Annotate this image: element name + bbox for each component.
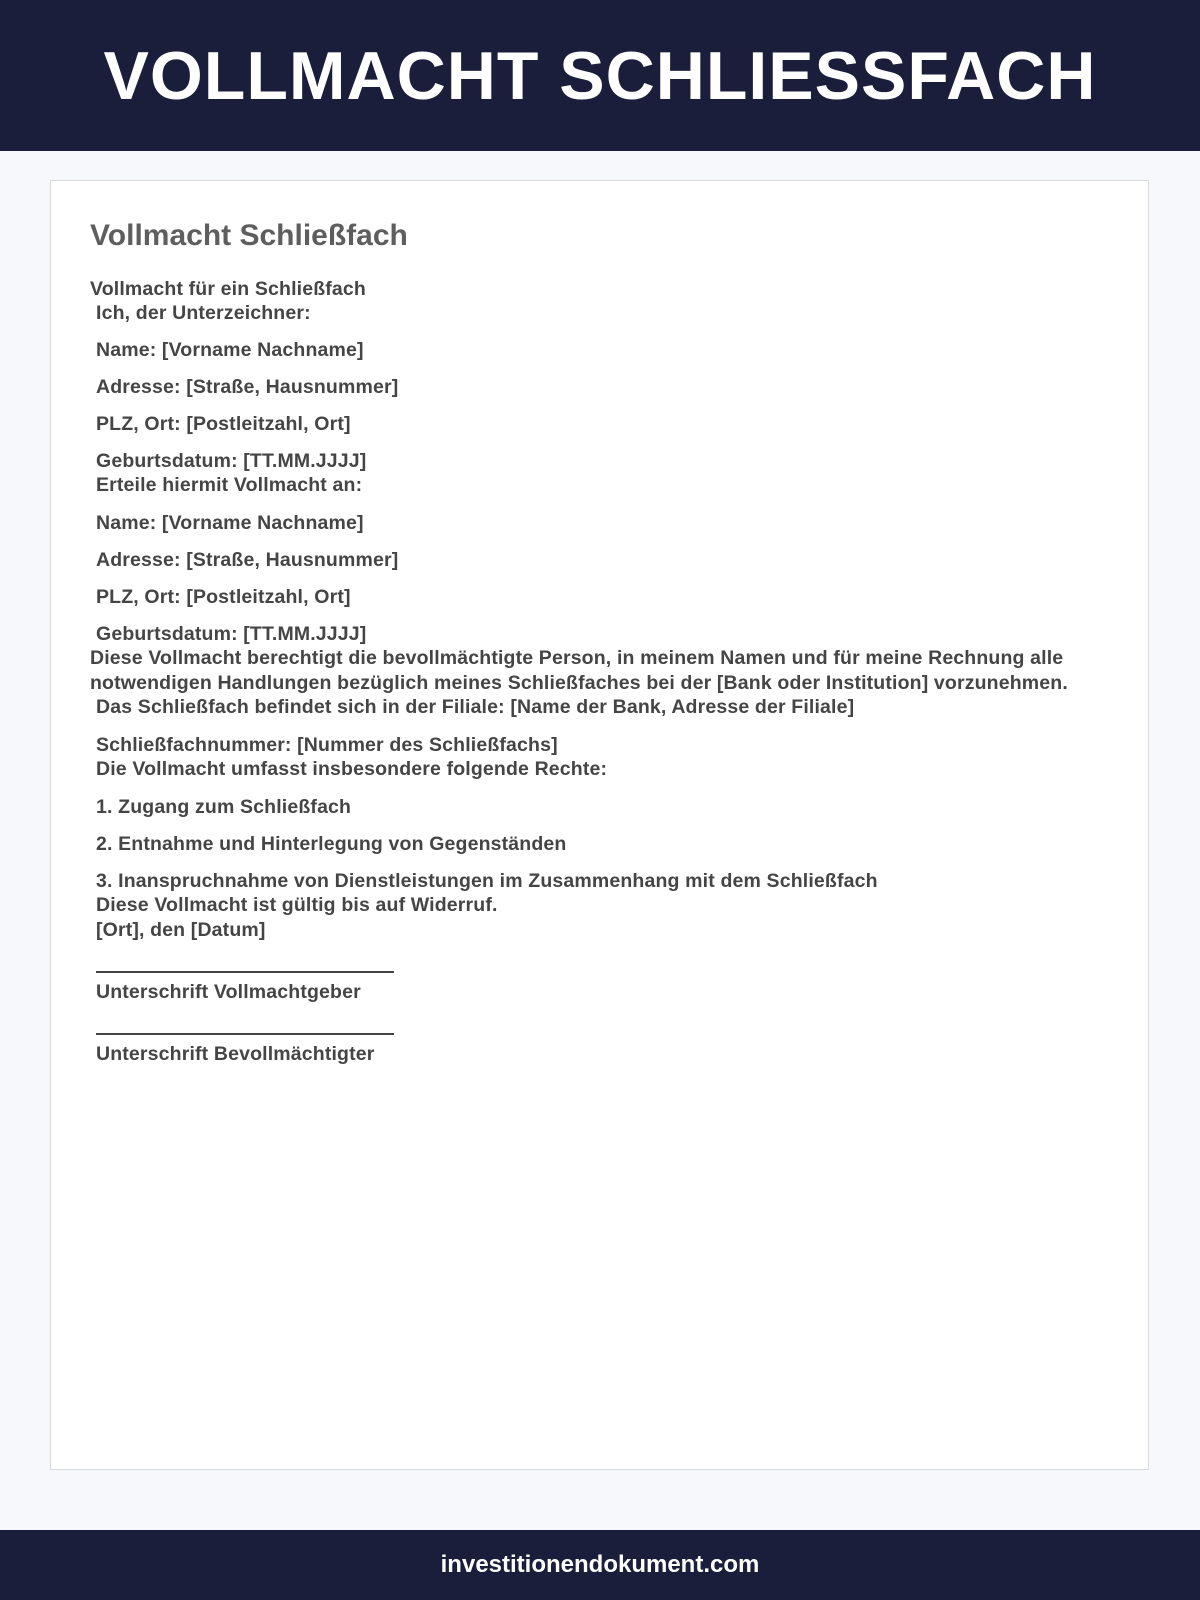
- authorization-paragraph: Diese Vollmacht berechtigt die bevollmächtigte Person, in meinem Namen und für meine Rechnung alle notwendigen Handlungen bezüglich meines Schließfaches bei der [Bank oder Institution] vorzunehmen.: [90, 647, 1068, 694]
- grantor-birthdate: Geburtsdatum: [TT.MM.JJJJ]: [96, 450, 367, 472]
- place-date-line: [Ort], den [Datum]: [96, 919, 266, 941]
- grantee-address: Adresse: [Straße, Hausnummer]: [96, 549, 399, 571]
- grantor-address: Adresse: [Straße, Hausnummer]: [96, 376, 399, 398]
- branch-line: Das Schließfach befindet sich in der Filiale: [Name der Bank, Adresse der Filiale]: [96, 696, 855, 718]
- grantor-name: Name: [Vorname Nachname]: [96, 339, 364, 361]
- signature-label-grantee: Unterschrift Bevollmächtigter: [96, 1043, 375, 1065]
- grantor-city: PLZ, Ort: [Postleitzahl, Ort]: [96, 413, 351, 435]
- validity-line: Diese Vollmacht ist gültig bis auf Widerruf.: [96, 894, 498, 916]
- box-number-line: Schließfachnummer: [Nummer des Schließfachs]: [96, 734, 558, 756]
- page-header: [0, 0, 1200, 151]
- grantee-name: Name: [Vorname Nachname]: [96, 512, 364, 534]
- rights-intro: Die Vollmacht umfasst insbesondere folgende Rechte:: [96, 758, 608, 780]
- signature-label-grantor: Unterschrift Vollmachtgeber: [96, 981, 361, 1003]
- signature-line-grantor: [96, 971, 394, 973]
- page-footer: [0, 1530, 1200, 1600]
- document-title: Vollmacht Schließfach: [90, 219, 408, 252]
- grantee-birthdate: Geburtsdatum: [TT.MM.JJJJ]: [96, 623, 367, 645]
- grantee-intro: Erteile hiermit Vollmacht an:: [96, 474, 363, 496]
- header-title: VOLLMACHT SCHLIESSFACH: [103, 37, 1097, 114]
- document-card: [50, 180, 1149, 1470]
- signature-line-grantee: [96, 1033, 394, 1035]
- rights-item: 3. Inanspruchnahme von Dienstleistungen im Zusammenhang mit dem Schließfach: [96, 870, 878, 892]
- grantee-city: PLZ, Ort: [Postleitzahl, Ort]: [96, 586, 351, 608]
- grantor-intro: Ich, der Unterzeichner:: [96, 302, 311, 324]
- intro-heading: Vollmacht für ein Schließfach: [90, 278, 366, 300]
- rights-item: 1. Zugang zum Schließfach: [96, 796, 352, 818]
- footer-site: investitionendokument.com: [440, 1551, 760, 1578]
- rights-item: 2. Entnahme und Hinterlegung von Gegenständen: [96, 833, 567, 855]
